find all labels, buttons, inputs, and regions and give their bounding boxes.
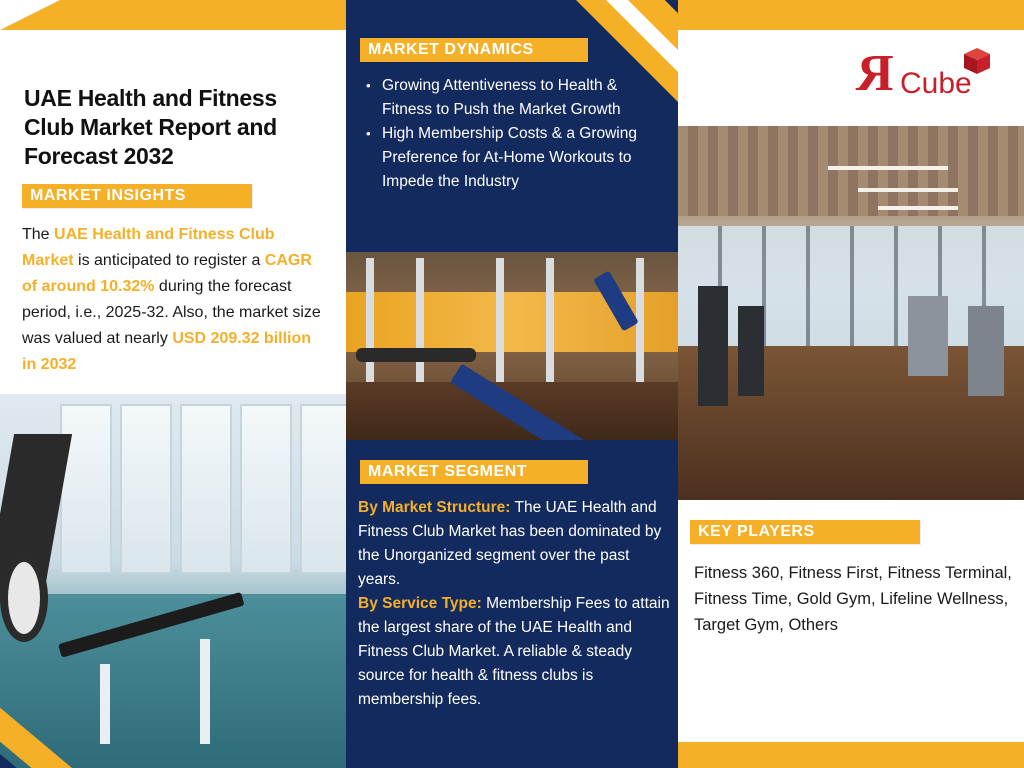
- right-panel: [678, 0, 1024, 768]
- left-panel: [0, 0, 346, 768]
- top-accent-strip: [0, 0, 346, 30]
- key-players-tag: KEY PLAYERS: [690, 520, 920, 544]
- key-players-text: Fitness 360, Fitness First, Fitness Terminal, Fitness Time, Gold Gym, Lifeline Wellness, Target Gym, Others: [694, 564, 1012, 634]
- gym-photo-right: [678, 126, 1024, 500]
- market-dynamics-tag: MARKET DYNAMICS: [360, 38, 588, 62]
- market-segment-tag: MARKET SEGMENT: [360, 460, 588, 484]
- report-title: UAE Health and Fitness Club Market Report and Forecast 2032: [24, 85, 277, 169]
- middle-panel: [346, 0, 678, 768]
- list-item: • Growing Attentiveness to Health & Fitness to Push the Market Growth: [366, 74, 656, 122]
- rcube-logo: [856, 46, 1006, 106]
- top-accent-strip: [678, 0, 1024, 30]
- list-item: • High Membership Costs & a Growing Preference for At-Home Workouts to Impede the Industry: [366, 122, 656, 194]
- market-segment-text: By Market Structure: The UAE Health and Fitness Club Market has been dominated by the Unorganized segment over the past years. By Service Type: Membership Fees to attain the largest share of the UAE Health and Fitness Club Market. A reliable & steady source for health & fitness clubs is membership fees.: [358, 499, 670, 708]
- logo-text: Cube: [900, 67, 972, 100]
- logo-mark: R: [856, 45, 894, 102]
- market-insights-tag: MARKET INSIGHTS: [22, 184, 252, 208]
- highlight-cagr: CAGR of around 10.32%: [22, 252, 312, 295]
- highlight-market-size: USD 209.32 billion in 2032: [22, 330, 312, 373]
- market-dynamics-list: [366, 74, 656, 194]
- bottom-accent-strip: [678, 742, 1024, 768]
- segment-label-service: By Service Type:: [358, 595, 482, 612]
- cube-icon: [962, 46, 992, 76]
- segment-label-structure: By Market Structure:: [358, 499, 511, 516]
- market-insights-text: The UAE Health and Fitness Club Market is anticipated to register a CAGR of around 10.32% during the forecast period, i.e., 2025-32. Also, the market size was valued at nearly USD 209.32 billion in 2032: [22, 226, 321, 373]
- highlight-market-name: UAE Health and Fitness Club Market: [22, 226, 275, 269]
- gym-photo-middle: [346, 252, 678, 440]
- gym-photo-left: [0, 394, 346, 768]
